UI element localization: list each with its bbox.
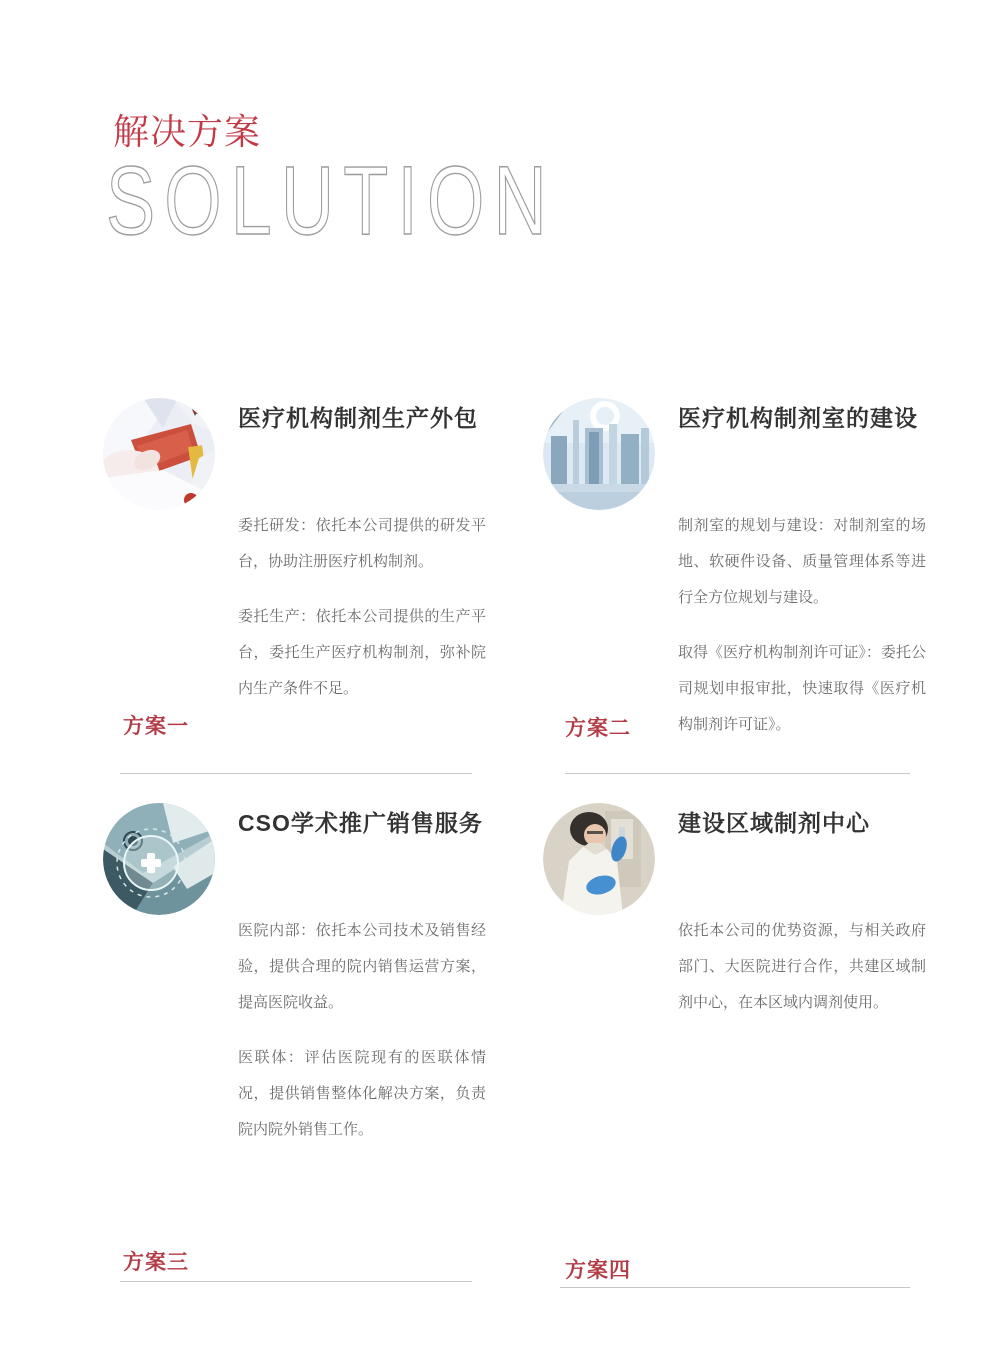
divider-1 xyxy=(120,773,472,774)
photo-3-illustration xyxy=(103,803,215,915)
section-plan-1 xyxy=(103,398,486,707)
section-plan-3 xyxy=(103,803,486,1148)
page-title-cn: 解决方案 xyxy=(113,111,262,152)
plan-label-2: 方案二 xyxy=(565,717,631,740)
page-title-en: SOLUTION xyxy=(106,146,556,255)
photo-gloved-hand-holding-red-infusion-bag xyxy=(103,398,215,510)
plan-2-title: 医疗机构制剂室的建设 xyxy=(678,405,918,431)
plan-1-paragraph-2: 委托生产：依托本公司提供的生产平台，委托生产医疗机构制剂，弥补院内生产条件不足。 xyxy=(238,608,486,697)
divider-2 xyxy=(565,773,910,774)
plan-1-paragraph-1: 委托研发：依托本公司提供的研发平台，协助注册医疗机构制剂。 xyxy=(238,517,486,570)
section-plan-2 xyxy=(543,398,926,743)
plan-label-1: 方案一 xyxy=(123,715,189,738)
photo-1-illustration xyxy=(103,398,215,510)
plan-1-title: 医疗机构制剂生产外包 xyxy=(238,405,478,431)
photo-4-illustration xyxy=(543,803,655,915)
plan-3-paragraph-1: 医院内部：依托本公司技术及销售经验，提供合理的院内销售运营方案，提高医院收益。 xyxy=(238,922,486,1011)
plan-4-paragraph-1: 依托本公司的优势资源，与相关政府部门、大医院进行合作，共建区域制剂中心，在本区域内调剂使用。 xyxy=(678,922,926,1011)
photo-medical-machine-with-cross-target xyxy=(103,803,215,915)
plan-label-4: 方案四 xyxy=(565,1259,631,1282)
divider-4 xyxy=(560,1287,910,1288)
section-plan-4 xyxy=(543,803,926,1021)
plan-2-paragraph-2: 取得《医疗机构制剂许可证》：委托公司规划申报审批，快速取得《医疗机构制剂许可证》。 xyxy=(678,644,926,733)
plan-4-title: 建设区域制剂中心 xyxy=(678,810,870,836)
photo-2-illustration xyxy=(543,398,655,510)
plan-3-title: CSO学术推广销售服务 xyxy=(238,810,483,836)
plan-label-3: 方案三 xyxy=(123,1251,189,1274)
plan-3-paragraph-2: 医联体：评估医院现有的医联体情况，提供销售整体化解决方案，负责院内院外销售工作。 xyxy=(238,1049,486,1138)
photo-scientist-with-blue-gloves xyxy=(543,803,655,915)
divider-3 xyxy=(120,1281,472,1282)
plan-2-paragraph-1: 制剂室的规划与建设：对制剂室的场地、软硬件设备、质量管理体系等进行全方位规划与建设。 xyxy=(678,517,926,606)
photo-pharmaceutical-lab-equipment xyxy=(543,398,655,510)
